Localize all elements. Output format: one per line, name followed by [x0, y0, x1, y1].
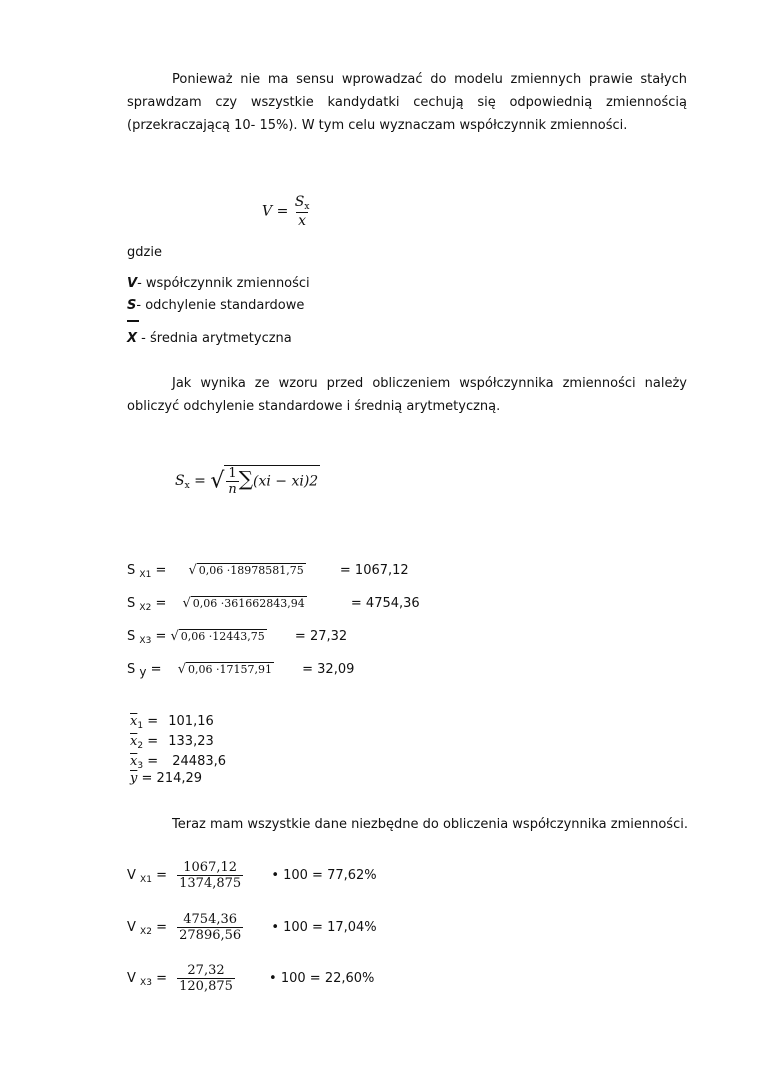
- formula-v-fraction: [293, 194, 312, 229]
- std-dev-row: S y = √ 0,06 ·17157,91 = 32,09: [127, 662, 355, 679]
- formula-v-den: x: [298, 213, 307, 229]
- mean-row: $\overline{x}_1 = 101,16$: [130, 714, 214, 731]
- formula-v-lhs: V: [262, 203, 273, 220]
- definition-s: S- odchylenie standardowe: [127, 298, 305, 313]
- mean-row: $\overline{x}_2 = 133,23$: [130, 734, 214, 751]
- formula-v-eq: =: [276, 203, 289, 220]
- coefficient-formula: [262, 194, 311, 229]
- std-dev-row: S $_{X2}$ = √ 0,06 ·361662843,94 = 4754,36: [127, 596, 420, 613]
- mean-row: $\overline{y} = 214,29$: [130, 771, 203, 786]
- coefficient-row: V $_{X3}$ = $\frac{27,32}{120,875}$ • 100 = 22,60%: [127, 963, 375, 994]
- std-dev-row: S $_{X3}$ = √ 0,06 ·12443,75 = 27,32: [127, 629, 348, 646]
- paragraph-2: Jak wynika ze wzoru przed obliczeniem współczynnika zmienności należy obliczyć odchylenie standardowe i średnią arytmetyczną.: [127, 376, 687, 414]
- std-dev-formula: $S_x$ = √ $\frac{1}{n}$ ∑(xi − xi)2: [175, 466, 319, 497]
- intro-paragraph: Ponieważ nie ma sensu wprowadzać do modelu zmiennych prawie stałych sprawdzam czy wszystkie kandydatki cechują się odpowiednią zmiennością (przekraczającą 10- 15%). W tym celu wyznaczam współczynnik zmienności.: [127, 72, 687, 133]
- formula-v-num: S: [294, 194, 305, 210]
- gdzie-label: gdzie: [127, 245, 162, 260]
- definition-v: V- współczynnik zmienności: [127, 276, 310, 291]
- coefficient-row: V $_{X1}$ = $\frac{1067,12}{1374,875}$ • 100 = 77,62%: [127, 860, 377, 891]
- coefficient-row: V $_{X2}$ = $\frac{4754,36}{27896,56}$ • 100 = 17,04%: [127, 912, 377, 943]
- mean-bar: [127, 320, 139, 322]
- formula-v-num-sub: x: [304, 202, 310, 212]
- mean-row: $\overline{x}_3 = 24483,6$: [130, 754, 227, 771]
- paragraph-3: Teraz mam wszystkie dane niezbędne do obliczenia współczynnika zmienności.: [172, 817, 688, 832]
- std-dev-row: S $_{X1}$ = √ 0,06 ·18978581,75 = 1067,12: [127, 563, 409, 580]
- definition-x: X - średnia arytmetyczna: [127, 331, 292, 346]
